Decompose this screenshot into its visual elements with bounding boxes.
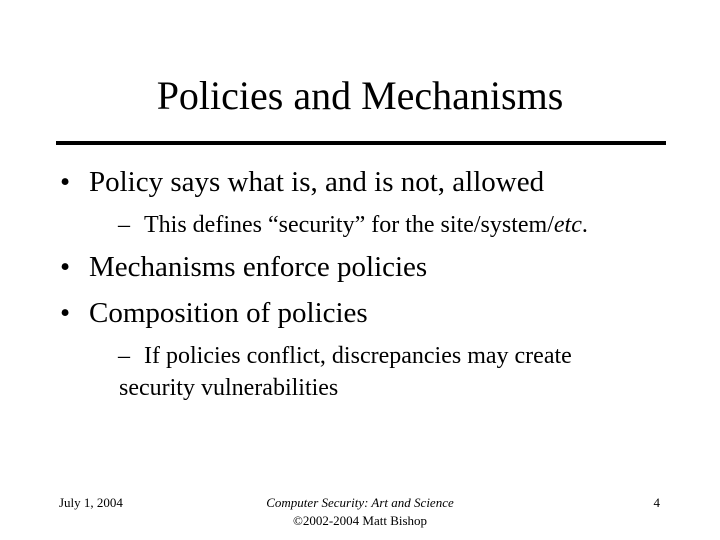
sub-bullet-conflict (118, 340, 658, 406)
bullet-text: Composition of policies (89, 297, 368, 329)
sub-bullet-text-main: This defines “security” for the site/system/ (144, 212, 554, 238)
bullet-marker: • (60, 251, 71, 283)
bullet-text: Policy says what is, and is not, allowed (89, 166, 545, 198)
footer-copyright: ©2002-2004 Matt Bishop (292, 513, 428, 528)
footer-attribution (200, 494, 520, 530)
footer-book-title: Computer Security: Art and Science (266, 495, 454, 510)
sub-bullet-line-1: If policies conflict, discrepancies may create (144, 343, 572, 369)
sub-bullet-text (118, 209, 588, 241)
sub-bullet-marker: – (118, 212, 130, 238)
sub-bullet-security-definition (118, 209, 678, 241)
bullet-text: Mechanisms enforce policies (89, 251, 428, 283)
footer-date: July 1, 2004 (59, 495, 123, 510)
bullet-marker: • (60, 297, 71, 329)
sub-bullet-text (118, 340, 638, 404)
sub-bullet-text-end: . (581, 212, 588, 238)
sub-bullet-text-italic: etc (553, 212, 582, 238)
footer-page-number: 4 (653, 495, 660, 510)
title-underline (56, 141, 666, 145)
sub-bullet-line-2: security vulnerabilities (119, 375, 339, 401)
slide-title: Policies and Mechanisms (156, 73, 564, 118)
bullet-marker: • (60, 166, 71, 198)
sub-bullet-marker: – (118, 343, 130, 369)
bullet-composition (60, 296, 660, 330)
bullet-mechanisms (60, 250, 660, 284)
bullet-policy (60, 165, 660, 199)
